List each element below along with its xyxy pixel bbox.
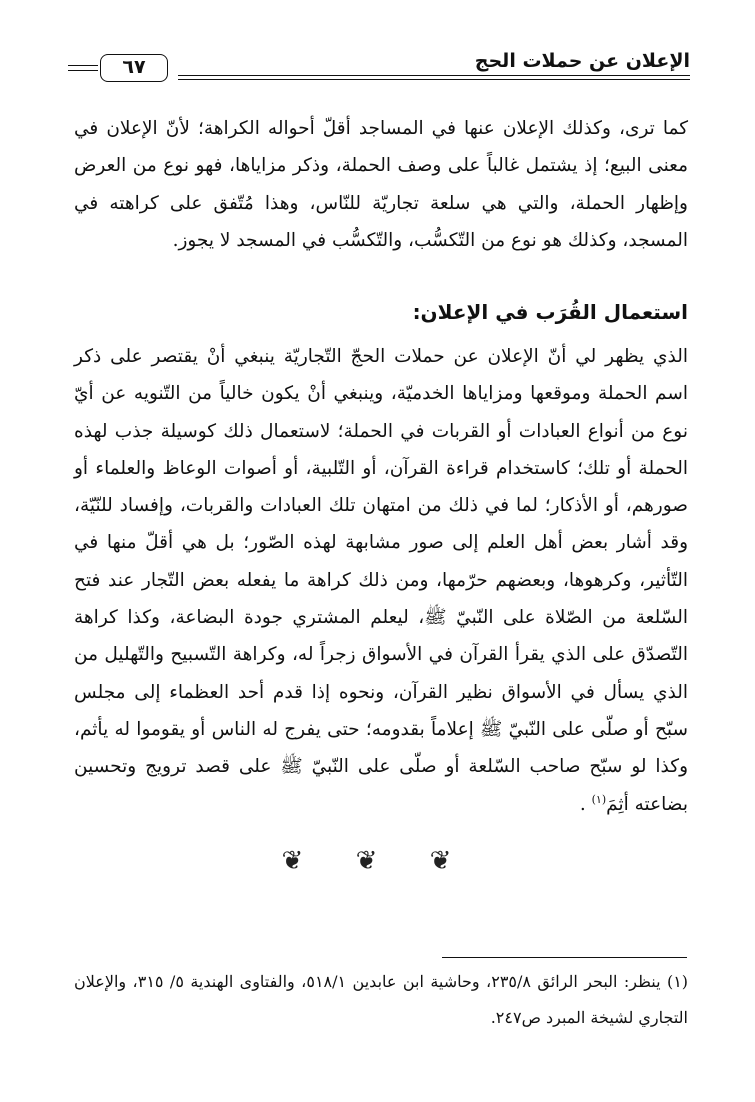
ornament-glyph: ❦ bbox=[429, 846, 474, 876]
section-ornament bbox=[0, 846, 755, 876]
header-rule bbox=[178, 75, 690, 76]
section-heading: استعمال القُرَب في الإعلان: bbox=[412, 300, 688, 324]
paragraph bbox=[74, 110, 688, 259]
header-dash bbox=[68, 65, 98, 66]
paragraph bbox=[74, 338, 688, 823]
paragraph-end: . bbox=[579, 793, 586, 815]
footnote-separator bbox=[442, 957, 687, 958]
header-dash bbox=[68, 70, 98, 71]
paragraph-content bbox=[74, 338, 688, 823]
header-rule bbox=[178, 79, 690, 80]
paragraph-text: كما ترى، وكذلك الإعلان عنها في المساجد أقلّ أحواله الكراهة؛ لأنّ الإعلان في معنى البيع؛ إذ يشتمل غالباً على وصف الحملة، وذكر مزاياها، فهو نوع من العرض وإظهار الحملة، والتي هي سلعة تجاريّة للنّاس، وهذا مُتّفق على كراهته في المسجد، وكذلك هو نوع من التّكسُّب، والتّكسُّب في المسجد لا يجوز. bbox=[74, 118, 688, 251]
paragraph-text: الذي يظهر لي أنّ الإعلان عن حملات الحجّ التّجاريّة ينبغي أنْ يقتصر على ذكر اسم الحملة وموقعها ومزاياها الخدميّة، وينبغي أنْ يكون خالياً من التّنويه عن أيّ نوع من أنواع العبادات أو القربات في الحملة؛ لاستعمال ذلك كوسيلة جذب لهذه الحملة أو تلك؛ كاستخدام قراءة القرآن، أو التّلبية، أو أصوات الوعاظ والعلماء أو صورهم، أو الأذكار؛ لما في ذلك من امتهان تلك العبادات والقربات، وإفساد للنّيّة، وقد أشار بعض أهل العلم إلى صور مشابهة لهذه الصّور؛ بل هي أقلّ منها في التّأثير، وكرهوها، وبعضهم حرّمها، ومن ذلك كراهة ما يفعله بعض التّجار عند فتح السّلعة من الصّلاة على النّبيّ ﷺ، ليعلم المشتري جودة البضاعة، وكذا كراهة التّصدّق على الذي يقرأ القرآن في الأسواق زجراً له، وكراهة التّسبيح والتّهليل من الذي يسأل في الأسواق نظير القرآن، ونحوه إذا قدم أحد العظماء إلى مجلس سبّح أو صلّى على النّبيّ ﷺ إعلاماً بقدومه؛ حتى يفرج له الناس أو يقوموا له يأثم، وكذا لو سبّح صاحب السّلعة أو صلّى على النّبيّ ﷺ على قصد ترويج وتحسين بضاعته أثِمَ bbox=[74, 346, 688, 815]
footnote-reference: (١) bbox=[591, 792, 607, 806]
footnote: (١) ينظر: البحر الرائق ٢٣٥/٨، وحاشية ابن عابدين ٥١٨/١، والفتاوى الهندية ٥/ ٣١٥، والإعلان التجاري لشيخة المبرد ص٢٤٧. bbox=[74, 972, 689, 1027]
page-number: ٦٧ bbox=[100, 54, 168, 82]
ornament-glyph: ❦ bbox=[355, 846, 400, 876]
page-header bbox=[68, 48, 690, 88]
ornament-glyph: ❦ bbox=[281, 846, 326, 876]
running-title: الإعلان عن حملات الحج bbox=[474, 50, 690, 72]
